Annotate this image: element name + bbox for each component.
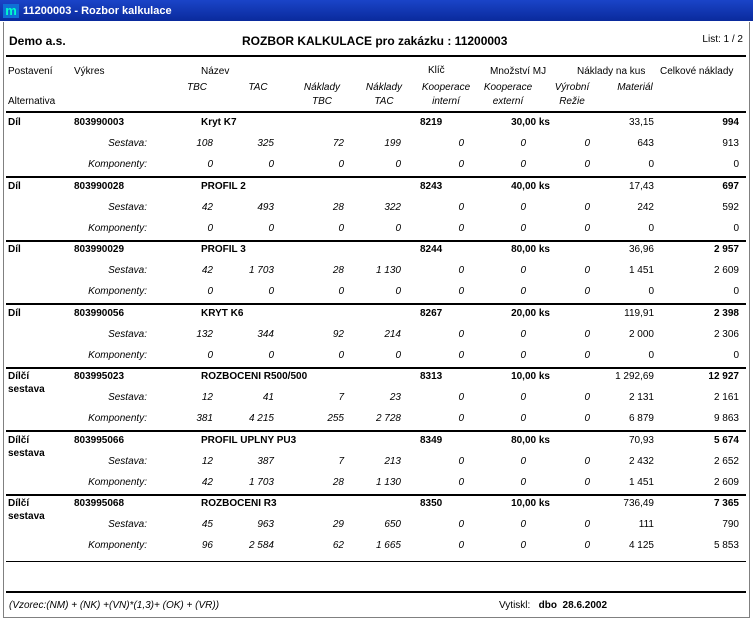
row-sestava-value: 7 xyxy=(338,456,344,467)
printed-info xyxy=(499,600,607,611)
row-sestava-value: 0 xyxy=(584,265,590,276)
row-komponenty-value: 0 xyxy=(268,223,274,234)
row-sestava-value: 0 xyxy=(584,519,590,530)
row-komponenty-value: 2 584 xyxy=(248,540,274,551)
row-komponenty-value: 0 xyxy=(268,286,274,297)
col-nazev: Název xyxy=(201,66,230,77)
title-bar[interactable] xyxy=(0,0,753,21)
row-sestava-value: 0 xyxy=(520,519,526,530)
row-sestava-value: 0 xyxy=(458,265,464,276)
row-sestava-value: 0 xyxy=(520,138,526,149)
row-nazev: Kryt K7 xyxy=(201,117,237,128)
report-title: ROZBOR KALKULACE pro zakázku : 11200003 xyxy=(242,34,508,48)
col-naklady-tac-1: Náklady xyxy=(365,82,403,93)
row-komponenty-value: 0 xyxy=(395,223,401,234)
row-sestava-value: 7 xyxy=(338,392,344,403)
row-komponenty-value: 0 xyxy=(458,223,464,234)
row-komponenty-value: 0 xyxy=(458,350,464,361)
row-sestava-label: Sestava: xyxy=(108,202,147,213)
footer-divider xyxy=(6,591,746,593)
row-sestava-value: 108 xyxy=(196,138,213,149)
row-sestava-value: 1 130 xyxy=(375,265,401,276)
row-sestava-value: 0 xyxy=(458,392,464,403)
row-komponenty-value: 0 xyxy=(520,477,526,488)
row-sestava-value: 387 xyxy=(257,456,274,467)
row-sestava-value: 650 xyxy=(384,519,401,530)
table-end-line xyxy=(6,561,746,562)
row-nazev: PROFIL 3 xyxy=(201,244,246,255)
row-vykres: 803995066 xyxy=(74,435,125,446)
col-celkove-naklady: Celkové náklady xyxy=(660,66,734,77)
row-divider xyxy=(6,367,746,369)
row-sestava-value: 1 451 xyxy=(628,265,654,276)
row-komponenty-value: 0 xyxy=(207,350,213,361)
row-klic: 8244 xyxy=(420,244,443,255)
row-mnozstvi: 80,00 ks xyxy=(511,435,550,446)
row-sestava-value: 45 xyxy=(201,519,213,530)
row-nazev: ROZBOCENI R500/500 xyxy=(201,371,308,382)
company-name: Demo a.s. xyxy=(9,34,66,48)
row-sestava-value: 12 xyxy=(201,392,213,403)
col-vyrobni-rezie-2: Režie xyxy=(559,96,585,107)
row-sestava-value: 2 652 xyxy=(713,456,739,467)
row-komponenty-value: 0 xyxy=(395,286,401,297)
row-sestava-value: 72 xyxy=(332,138,344,149)
row-type: sestava xyxy=(8,511,45,522)
row-komponenty-value: 4 125 xyxy=(628,540,654,551)
row-sestava-value: 242 xyxy=(637,202,654,213)
row-komponenty-value: 0 xyxy=(268,350,274,361)
row-komponenty-value: 0 xyxy=(648,350,654,361)
row-komponenty-value: 0 xyxy=(458,286,464,297)
row-komponenty-value: 0 xyxy=(207,286,213,297)
row-komponenty-value: 0 xyxy=(458,413,464,424)
row-komponenty-value: 0 xyxy=(458,477,464,488)
row-sestava-value: 1 703 xyxy=(248,265,274,276)
row-komponenty-value: 0 xyxy=(338,223,344,234)
row-sestava-value: 41 xyxy=(262,392,274,403)
row-mnozstvi: 10,00 ks xyxy=(511,498,550,509)
row-naklady-kus: 1 292,69 xyxy=(615,371,654,382)
col-kooperace-interni-2: interní xyxy=(432,96,460,107)
row-sestava-value: 0 xyxy=(584,329,590,340)
row-komponenty-value: 96 xyxy=(201,540,213,551)
row-vykres: 803990028 xyxy=(74,181,125,192)
col-naklady-na-kus: Náklady na kus xyxy=(577,66,646,77)
row-sestava-label: Sestava: xyxy=(108,265,147,276)
row-type: sestava xyxy=(8,384,45,395)
col-kooperace-interni-1: Kooperace xyxy=(421,82,471,93)
row-komponenty-value: 4 215 xyxy=(248,413,274,424)
row-sestava-value: 2 131 xyxy=(628,392,654,403)
row-celkem: 5 674 xyxy=(713,435,739,446)
row-vykres: 803995068 xyxy=(74,498,125,509)
printed-date: 28.6.2002 xyxy=(562,600,608,611)
row-komponenty-label: Komponenty: xyxy=(88,223,147,234)
row-celkem: 12 927 xyxy=(708,371,739,382)
row-sestava-value: 325 xyxy=(257,138,274,149)
col-postaveni: Postavení xyxy=(8,66,53,77)
row-vykres: 803990003 xyxy=(74,117,125,128)
row-sestava-value: 29 xyxy=(332,519,344,530)
row-sestava-value: 2 306 xyxy=(713,329,739,340)
row-sestava-value: 0 xyxy=(584,138,590,149)
col-naklady-tac-2: TAC xyxy=(374,96,394,107)
row-komponenty-value: 9 863 xyxy=(713,413,739,424)
row-sestava-value: 2 609 xyxy=(713,265,739,276)
row-sestava-value: 0 xyxy=(520,392,526,403)
row-sestava-value: 322 xyxy=(384,202,401,213)
row-komponenty-value: 5 853 xyxy=(713,540,739,551)
row-type: Díl xyxy=(8,181,21,192)
row-sestava-value: 0 xyxy=(458,138,464,149)
row-sestava-value: 199 xyxy=(384,138,401,149)
row-komponenty-value: 0 xyxy=(338,159,344,170)
page-indicator: List: 1 / 2 xyxy=(702,34,743,45)
row-komponenty-value: 0 xyxy=(207,159,213,170)
row-komponenty-value: 0 xyxy=(648,286,654,297)
row-komponenty-value: 0 xyxy=(520,413,526,424)
row-nazev: PROFIL 2 xyxy=(201,181,246,192)
row-komponenty-value: 0 xyxy=(584,286,590,297)
row-komponenty-value: 0 xyxy=(207,223,213,234)
row-komponenty-value: 1 703 xyxy=(248,477,274,488)
row-divider xyxy=(6,430,746,432)
row-sestava-value: 28 xyxy=(332,265,344,276)
row-komponenty-value: 255 xyxy=(327,413,344,424)
header-divider xyxy=(6,55,746,57)
col-naklady-tbc-2: TBC xyxy=(312,96,332,107)
row-celkem: 7 365 xyxy=(713,498,739,509)
row-naklady-kus: 33,15 xyxy=(628,117,654,128)
row-sestava-value: 214 xyxy=(384,329,401,340)
row-sestava-value: 592 xyxy=(722,202,739,213)
row-naklady-kus: 70,93 xyxy=(628,435,654,446)
row-type: Dílčí xyxy=(8,371,30,382)
row-sestava-label: Sestava: xyxy=(108,519,147,530)
row-komponenty-label: Komponenty: xyxy=(88,540,147,551)
row-komponenty-value: 0 xyxy=(733,223,739,234)
row-sestava-value: 92 xyxy=(332,329,344,340)
row-sestava-value: 0 xyxy=(520,265,526,276)
row-sestava-value: 493 xyxy=(257,202,274,213)
row-komponenty-value: 2 728 xyxy=(375,413,401,424)
col-vyrobni-rezie-1: Výrobní xyxy=(554,82,590,93)
row-sestava-value: 0 xyxy=(458,456,464,467)
row-sestava-value: 643 xyxy=(637,138,654,149)
col-naklady-tbc-1: Náklady xyxy=(303,82,341,93)
row-komponenty-value: 1 665 xyxy=(375,540,401,551)
row-komponenty-value: 381 xyxy=(196,413,213,424)
row-type: Díl xyxy=(8,244,21,255)
row-sestava-value: 344 xyxy=(257,329,274,340)
row-sestava-value: 2 161 xyxy=(713,392,739,403)
row-type: Dílčí xyxy=(8,435,30,446)
row-klic: 8349 xyxy=(420,435,443,446)
row-sestava-value: 790 xyxy=(722,519,739,530)
row-naklady-kus: 736,49 xyxy=(623,498,654,509)
row-klic: 8243 xyxy=(420,181,443,192)
row-sestava-value: 2 000 xyxy=(628,329,654,340)
row-komponenty-value: 0 xyxy=(338,350,344,361)
col-klic: Klíč xyxy=(428,65,445,76)
row-nazev: ROZBOCENI R3 xyxy=(201,498,277,509)
row-klic: 8350 xyxy=(420,498,443,509)
row-komponenty-value: 0 xyxy=(584,477,590,488)
row-divider xyxy=(6,176,746,178)
row-komponenty-value: 0 xyxy=(458,540,464,551)
row-komponenty-value: 0 xyxy=(520,286,526,297)
row-sestava-value: 23 xyxy=(389,392,401,403)
row-divider xyxy=(6,303,746,305)
row-komponenty-value: 42 xyxy=(201,477,213,488)
col-tac: TAC xyxy=(248,82,268,93)
row-komponenty-value: 1 451 xyxy=(628,477,654,488)
row-sestava-value: 0 xyxy=(520,202,526,213)
row-sestava-value: 0 xyxy=(520,329,526,340)
row-naklady-kus: 17,43 xyxy=(628,181,654,192)
row-sestava-value: 132 xyxy=(196,329,213,340)
row-sestava-value: 2 432 xyxy=(628,456,654,467)
row-komponenty-value: 0 xyxy=(458,159,464,170)
row-sestava-value: 0 xyxy=(584,202,590,213)
row-sestava-value: 0 xyxy=(584,456,590,467)
row-celkem: 2 957 xyxy=(713,244,739,255)
row-komponenty-value: 0 xyxy=(648,223,654,234)
col-vykres: Výkres xyxy=(74,66,105,77)
row-sestava-value: 28 xyxy=(332,202,344,213)
row-komponenty-label: Komponenty: xyxy=(88,286,147,297)
row-mnozstvi: 10,00 ks xyxy=(511,371,550,382)
row-komponenty-value: 0 xyxy=(584,350,590,361)
col-alternativa: Alternativa xyxy=(8,96,56,107)
row-komponenty-value: 0 xyxy=(584,223,590,234)
row-celkem: 994 xyxy=(722,117,739,128)
row-komponenty-value: 0 xyxy=(520,350,526,361)
row-komponenty-label: Komponenty: xyxy=(88,350,147,361)
row-klic: 8219 xyxy=(420,117,443,128)
col-material: Materiál xyxy=(617,82,653,93)
row-naklady-kus: 36,96 xyxy=(628,244,654,255)
row-komponenty-value: 0 xyxy=(584,540,590,551)
row-komponenty-label: Komponenty: xyxy=(88,413,147,424)
row-komponenty-value: 0 xyxy=(338,286,344,297)
row-komponenty-value: 2 609 xyxy=(713,477,739,488)
row-sestava-label: Sestava: xyxy=(108,138,147,149)
row-sestava-label: Sestava: xyxy=(108,329,147,340)
row-mnozstvi: 30,00 ks xyxy=(511,117,550,128)
col-kooperace-externi-1: Kooperace xyxy=(483,82,533,93)
row-komponenty-value: 28 xyxy=(332,477,344,488)
window-title: 11200003 - Rozbor kalkulace xyxy=(23,4,172,17)
row-sestava-value: 913 xyxy=(722,138,739,149)
row-sestava-value: 42 xyxy=(201,265,213,276)
row-komponenty-value: 0 xyxy=(733,159,739,170)
row-komponenty-value: 1 130 xyxy=(375,477,401,488)
row-komponenty-value: 62 xyxy=(332,540,344,551)
row-type: Díl xyxy=(8,117,21,128)
row-sestava-value: 0 xyxy=(458,202,464,213)
row-klic: 8267 xyxy=(420,308,443,319)
row-divider xyxy=(6,240,746,242)
columns-divider xyxy=(6,111,746,113)
row-sestava-label: Sestava: xyxy=(108,456,147,467)
row-komponenty-value: 6 879 xyxy=(628,413,654,424)
row-sestava-label: Sestava: xyxy=(108,392,147,403)
row-klic: 8313 xyxy=(420,371,443,382)
row-sestava-value: 0 xyxy=(584,392,590,403)
row-komponenty-value: 0 xyxy=(584,413,590,424)
row-komponenty-value: 0 xyxy=(395,159,401,170)
row-type: Dílčí xyxy=(8,498,30,509)
row-komponenty-label: Komponenty: xyxy=(88,159,147,170)
row-komponenty-value: 0 xyxy=(268,159,274,170)
row-mnozstvi: 40,00 ks xyxy=(511,181,550,192)
row-sestava-value: 0 xyxy=(458,329,464,340)
row-divider xyxy=(6,494,746,496)
report-page xyxy=(3,22,750,618)
row-naklady-kus: 119,91 xyxy=(624,308,654,319)
row-komponenty-value: 0 xyxy=(733,286,739,297)
row-vykres: 803990056 xyxy=(74,308,125,319)
col-kooperace-externi-2: externí xyxy=(492,96,524,107)
row-mnozstvi: 20,00 ks xyxy=(511,308,550,319)
row-sestava-value: 963 xyxy=(257,519,274,530)
row-komponenty-value: 0 xyxy=(648,159,654,170)
row-komponenty-value: 0 xyxy=(584,159,590,170)
row-komponenty-value: 0 xyxy=(520,540,526,551)
row-sestava-value: 12 xyxy=(201,456,213,467)
app-icon: m xyxy=(3,4,19,18)
row-nazev: KRYT K6 xyxy=(201,308,244,319)
row-celkem: 2 398 xyxy=(713,308,739,319)
row-type: Díl xyxy=(8,308,21,319)
col-tbc: TBC xyxy=(187,82,207,93)
printed-label: Vytiskl: xyxy=(499,600,531,611)
row-komponenty-value: 0 xyxy=(733,350,739,361)
row-vykres: 803990029 xyxy=(74,244,125,255)
row-komponenty-value: 0 xyxy=(520,159,526,170)
row-celkem: 697 xyxy=(722,181,739,192)
row-sestava-value: 213 xyxy=(384,456,401,467)
row-vykres: 803995023 xyxy=(74,371,125,382)
row-type: sestava xyxy=(8,448,45,459)
row-mnozstvi: 80,00 ks xyxy=(511,244,550,255)
formula-text: (Vzorec:(NM) + (NK) +(VN)*(1,3)+ (OK) + (VR)) xyxy=(9,600,220,611)
printed-by: dbo xyxy=(538,600,557,611)
row-nazev: PROFIL UPLNY PU3 xyxy=(201,435,297,446)
row-komponenty-value: 0 xyxy=(520,223,526,234)
row-komponenty-label: Komponenty: xyxy=(88,477,147,488)
row-sestava-value: 42 xyxy=(201,202,213,213)
row-sestava-value: 111 xyxy=(638,519,654,530)
row-komponenty-value: 0 xyxy=(395,350,401,361)
row-sestava-value: 0 xyxy=(520,456,526,467)
col-mnozstvi: Množství MJ xyxy=(490,66,547,77)
row-sestava-value: 0 xyxy=(458,519,464,530)
